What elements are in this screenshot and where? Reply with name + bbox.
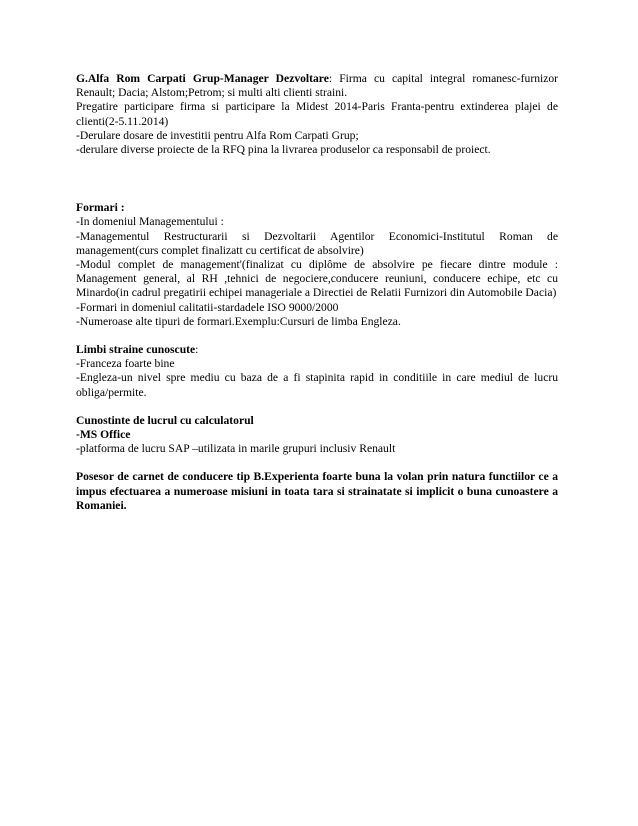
experience-projects-line: -derulare diverse proiecte de la RFQ pina la livrarea produselor ca responsabil de proiect.: [76, 143, 491, 157]
training-item: -Modul complet de management'(finalizat cu diplôme de absolvire pe fiecare dintre module : Management general, al RH ,tehnici de negociere,conducere reuniuni, conducere echipe, etc cu Minardo(in cadrul pregatirii echipei manageriale a Directiei de Relatii Furnizori din Automobile Dacia): [76, 258, 558, 300]
languages-heading: Limbi straine cunoscute: [76, 343, 196, 357]
document-page: [76, 72, 558, 513]
languages-heading-suffix: :: [195, 343, 199, 357]
section-spacer: [76, 329, 558, 343]
computer-skills-subheading: -MS Office: [76, 428, 131, 442]
training-item: -Managementul Restructurarii si Dezvoltarii Agentilor Economici-Institutul Roman de management(curs complet finalizatt cu certificat de absolvire): [76, 229, 558, 257]
computer-skill-item: -platforma de lucru SAP –utilizata in marile grupuri inclusiv Renault: [76, 442, 396, 456]
languages-heading-line: [76, 343, 558, 357]
training-heading: Formari :: [76, 201, 125, 215]
section-spacer: [76, 456, 558, 470]
language-item: -Engleza-un nivel spre mediu cu baza de a fi stapinita rapid in conditiile in care mediul de lucru obliga/permite.: [76, 371, 558, 399]
computer-skills-heading: Cunostinte de lucrul cu calculatorul: [76, 413, 254, 427]
section-spacer: [76, 157, 558, 201]
experience-midest-line: Pregatire participare firma si participare la Midest 2014-Paris Franta-pentru extinderea plajei de clienti(2-5.11.2014): [76, 100, 558, 128]
experience-paragraph: [76, 72, 558, 100]
experience-investment-line: -Derulare dosare de investitii pentru Alfa Rom Carpati Grup;: [76, 128, 359, 142]
driving-license-paragraph: Posesor de carnet de conducere tip B.Experienta foarte buna la volan prin natura functiilor ce a impus efectuarea a numeroase misiuni in toata tara si strainatate si implicit o buna cunoastere a Romaniei.: [76, 470, 558, 512]
section-spacer: [76, 400, 558, 414]
experience-company-title: G.Alfa Rom Carpati Grup-Manager Dezvoltare: [76, 72, 329, 85]
experience-company-description: : Firma cu capital integral romanesc-furnizor Renault; Dacia; Alstom;Petrom; si multi alti clienti straini.: [76, 72, 559, 100]
training-item: -In domeniul Managementului :: [76, 215, 224, 229]
training-item: -Numeroase alte tipuri de formari.Exemplu:Cursuri de limba Engleza.: [76, 314, 401, 328]
language-item: -Franceza foarte bine: [76, 357, 175, 371]
training-item: -Formari in domeniul calitatii-stardadele ISO 9000/2000: [76, 300, 339, 314]
